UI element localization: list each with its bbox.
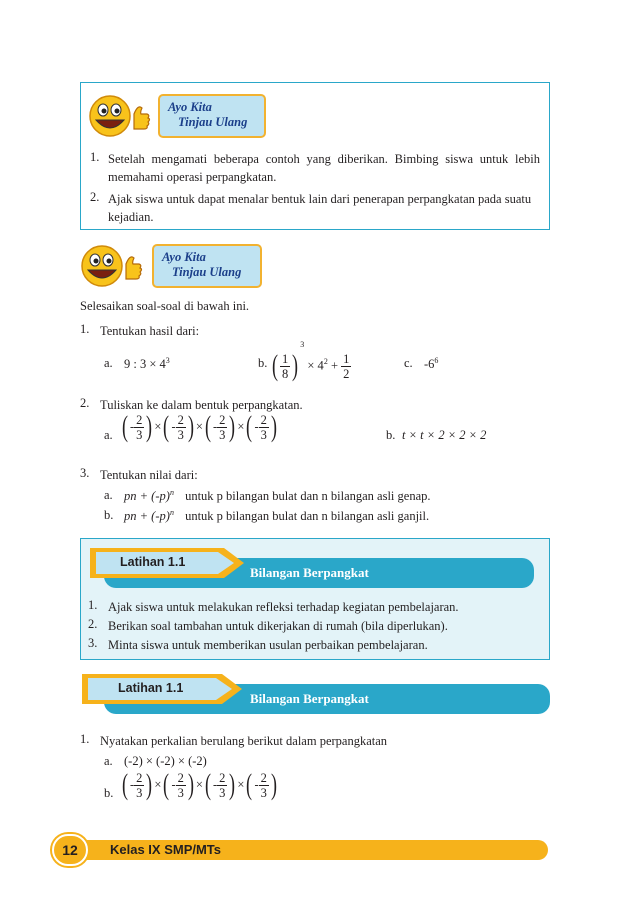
q2b-expression: t × t × 2 × 2 × 2	[402, 428, 487, 442]
q1a-label: a.	[104, 356, 113, 370]
list-item: Ajak siswa untuk dapat menalar bentuk lain dari penerapan perpangkatan pada suatu kejadian.	[108, 192, 532, 224]
q2b-label: b.	[386, 428, 396, 442]
page-number: 12	[52, 834, 88, 866]
q3a-expression: pn + $(-p)^n$ untuk p bilangan bulat dan n bilangan asli genap.	[124, 488, 431, 504]
q1c-label: c.	[404, 356, 413, 370]
lat-q1a-expression: (-2) × (-2) × (-2)	[124, 754, 207, 768]
latihan-title: Bilangan Berpangkat	[250, 565, 369, 580]
q2a-label: a.	[104, 428, 113, 442]
question-number: 1.	[80, 322, 90, 336]
ayo-kita-label: Ayo Kita Tinjau Ulang	[158, 94, 266, 138]
list-item: Setelah mengamati beberapa contoh yang diberikan. Bimbing siswa untuk lebih memahami operasi perpangkatan.	[108, 152, 540, 184]
latihan-tag: Latihan 1.1	[120, 555, 186, 569]
item-number: 1.	[90, 150, 100, 164]
question-number: 1.	[80, 732, 90, 746]
question-text: Tentukan hasil dari:	[100, 324, 200, 338]
question-number: 2.	[80, 396, 90, 410]
q1b-label: b.	[258, 356, 268, 370]
footer-title: Kelas IX SMP/MTs	[110, 842, 222, 857]
list-item: Berikan soal tambahan untuk dikerjakan di rumah (bila diperlukan).	[108, 619, 448, 633]
q1b-expression: ( $\frac{1}{8}$ )$^3 \times 4^2$ + $\frac{1}{2}$	[272, 340, 350, 383]
q2a-expression: ( - $\frac{2}{3}$ ) ×( - $\frac{2}{3}$ ) ×( - $\frac{2}{3}$ ) ×( - $\frac{2}{3}$ )	[122, 410, 277, 443]
latihan-title: Bilangan Berpangkat	[250, 691, 369, 706]
q1c-expression: $-6^6$	[424, 356, 439, 372]
latihan-tag: Latihan 1.1	[118, 681, 184, 695]
q3b-label: b.	[104, 508, 114, 522]
smiley-icon	[80, 244, 146, 290]
question-text: Nyatakan perkalian berulang berikut dalam perpangkatan	[100, 734, 388, 748]
question-text: Tentukan nilai dari:	[100, 468, 198, 482]
item-number: 2.	[90, 190, 100, 204]
lat-q1b-expression: ( - $\frac{2}{3}$ ) ×( - $\frac{2}{3}$ ) ×( - $\frac{2}{3}$ ) ×( - $\frac{2}{3}$ )	[122, 768, 277, 801]
question-text: Tuliskan ke dalam bentuk perpangkatan.	[100, 398, 303, 412]
ayo-kita-label: Ayo Kita Tinjau Ulang	[152, 244, 262, 288]
list-item: Minta siswa untuk memberikan usulan perbaikan pembelajaran.	[108, 638, 428, 652]
smiley-icon	[88, 94, 154, 140]
item-number: 1.	[88, 598, 98, 612]
lat-q1a-label: a.	[104, 754, 113, 768]
item-number: 3.	[88, 636, 98, 650]
q1a-expression: 9 : $3 \times 4^3$	[124, 356, 170, 372]
q3a-label: a.	[104, 488, 113, 502]
list-item: Ajak siswa untuk melakukan refleksi terhadap kegiatan pembelajaran.	[108, 600, 459, 614]
item-number: 2.	[88, 617, 98, 631]
question-number: 3.	[80, 466, 90, 480]
q3b-expression: pn + $(-p)^n$ untuk p bilangan bulat dan n bilangan asli ganjil.	[124, 508, 430, 524]
lat-q1b-label: b.	[104, 786, 114, 800]
instruction-text: Selesaikan soal-soal di bawah ini.	[80, 299, 250, 313]
